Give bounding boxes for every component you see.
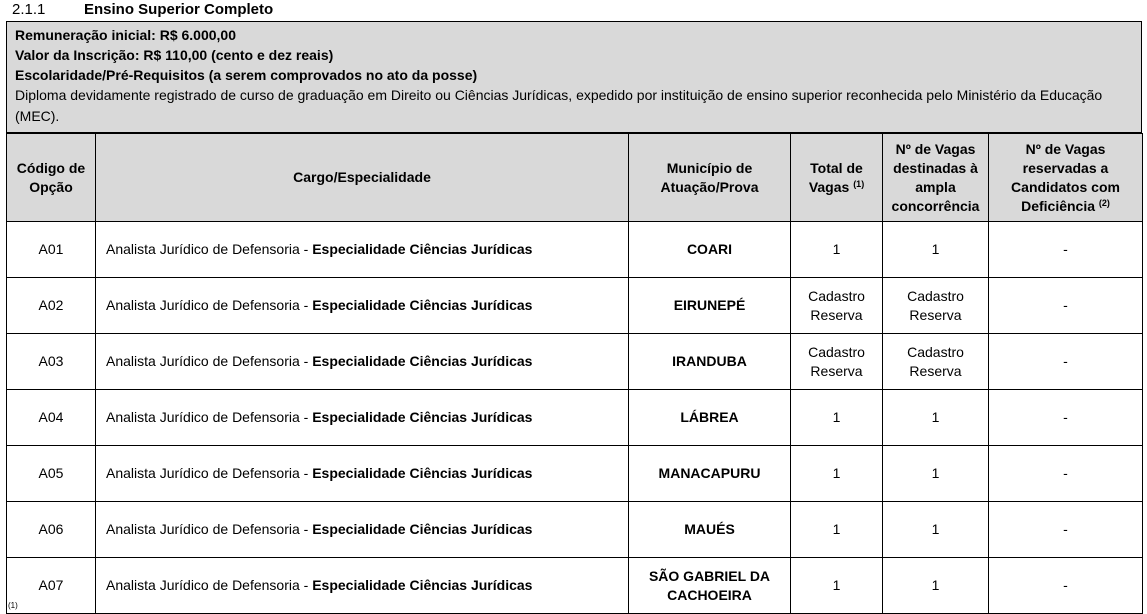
footnote-marker: (1) [8, 601, 18, 610]
section-number: 2.1.1 [12, 1, 46, 18]
cell-municipio: EIRUNEPÉ [629, 278, 791, 334]
cell-cargo [96, 446, 629, 502]
cell-deficiencia: - [989, 390, 1143, 446]
cell-ampla: 1 [883, 222, 989, 278]
cell-municipio: LÁBREA [629, 390, 791, 446]
cell-cargo [96, 334, 629, 390]
cell-total: 1 [791, 502, 883, 558]
cell-deficiencia: - [989, 222, 1143, 278]
table-row [7, 222, 1143, 278]
table-row [7, 502, 1143, 558]
cargo-especialidade: Especialidade Ciências Jurídicas [312, 353, 533, 369]
cargo-especialidade: Especialidade Ciências Jurídicas [312, 521, 533, 537]
cell-deficiencia: - [989, 502, 1143, 558]
table-row [7, 390, 1143, 446]
table-row [7, 278, 1143, 334]
cell-codigo: A01 [7, 222, 96, 278]
cell-cargo [96, 222, 629, 278]
cell-municipio: IRANDUBA [629, 334, 791, 390]
table-row [7, 446, 1143, 502]
cell-deficiencia: - [989, 334, 1143, 390]
header-municipio: Município de Atuação/Prova [629, 134, 791, 222]
cell-ampla: 1 [883, 446, 989, 502]
cargo-prefix: Analista Jurídico de Defensoria - [106, 465, 313, 481]
cargo-prefix: Analista Jurídico de Defensoria - [106, 353, 313, 369]
cargo-prefix: Analista Jurídico de Defensoria - [106, 241, 313, 257]
header-deficiencia-label: Nº de Vagas reservadas a Candidatos com Deficiência [1011, 140, 1120, 214]
cargo-especialidade: Especialidade Ciências Jurídicas [312, 241, 533, 257]
cell-total: 1 [791, 446, 883, 502]
header-total [791, 134, 883, 222]
cell-ampla: 1 [883, 390, 989, 446]
cell-codigo: A04 [7, 390, 96, 446]
header-total-note: (1) [853, 178, 865, 189]
valor-inscricao-text: Valor da Inscrição: R$ 110,00 (cento e dez reais) [15, 47, 334, 63]
cargo-prefix: Analista Jurídico de Defensoria - [106, 409, 313, 425]
cell-municipio: SÃO GABRIEL DA CACHOEIRA [629, 558, 791, 614]
section-heading [6, 1, 273, 19]
cargo-especialidade: Especialidade Ciências Jurídicas [312, 297, 533, 313]
cell-deficiencia: - [989, 446, 1143, 502]
info-box [6, 21, 1142, 133]
diploma-text: Diploma devidamente registrado de curso de graduação em Direito ou Ciências Jurídicas, expedido por instituição de ensino superior reconhecida pelo Ministério da Educação (MEC). [15, 87, 1103, 124]
header-codigo: Código de Opção [7, 134, 96, 222]
cargo-prefix: Analista Jurídico de Defensoria - [106, 521, 313, 537]
table-row [7, 334, 1143, 390]
cell-codigo: A02 [7, 278, 96, 334]
cell-deficiencia: - [989, 558, 1143, 614]
vagas-table [6, 133, 1143, 614]
cell-codigo: A03 [7, 334, 96, 390]
cell-cargo [96, 502, 629, 558]
cell-municipio: COARI [629, 222, 791, 278]
cell-codigo: A06 [7, 502, 96, 558]
table-header-row [7, 134, 1143, 222]
cell-deficiencia: - [989, 278, 1143, 334]
escolaridade-heading: Escolaridade/Pré-Requisitos (a serem comprovados no ato da posse) [15, 67, 478, 83]
cell-cargo [96, 390, 629, 446]
header-deficiencia-note: (2) [1098, 197, 1110, 208]
cell-total: Cadastro Reserva [791, 334, 883, 390]
section-title: Ensino Superior Completo [84, 1, 274, 18]
cell-total: 1 [791, 558, 883, 614]
table-row [7, 558, 1143, 614]
cell-total: 1 [791, 222, 883, 278]
cell-municipio: MANACAPURU [629, 446, 791, 502]
cell-ampla: 1 [883, 502, 989, 558]
header-cargo: Cargo/Especialidade [96, 134, 629, 222]
cargo-especialidade: Especialidade Ciências Jurídicas [312, 465, 533, 481]
cargo-prefix: Analista Jurídico de Defensoria - [106, 577, 313, 593]
header-ampla: Nº de Vagas destinadas à ampla concorrência [883, 134, 989, 222]
cargo-prefix: Analista Jurídico de Defensoria - [106, 297, 313, 313]
cell-ampla: Cadastro Reserva [883, 334, 989, 390]
cell-total: 1 [791, 390, 883, 446]
cell-cargo [96, 278, 629, 334]
cargo-especialidade: Especialidade Ciências Jurídicas [312, 409, 533, 425]
header-total-label: Total de Vagas [808, 159, 863, 195]
cell-cargo [96, 558, 629, 614]
cell-codigo: A07 [7, 558, 96, 614]
cell-ampla: 1 [883, 558, 989, 614]
cell-ampla: Cadastro Reserva [883, 278, 989, 334]
remuneracao-text: Remuneração inicial: R$ 6.000,00 [15, 27, 236, 43]
header-deficiencia [989, 134, 1143, 222]
cell-total: Cadastro Reserva [791, 278, 883, 334]
cargo-especialidade: Especialidade Ciências Jurídicas [312, 577, 533, 593]
cell-codigo: A05 [7, 446, 96, 502]
cell-municipio: MAUÉS [629, 502, 791, 558]
